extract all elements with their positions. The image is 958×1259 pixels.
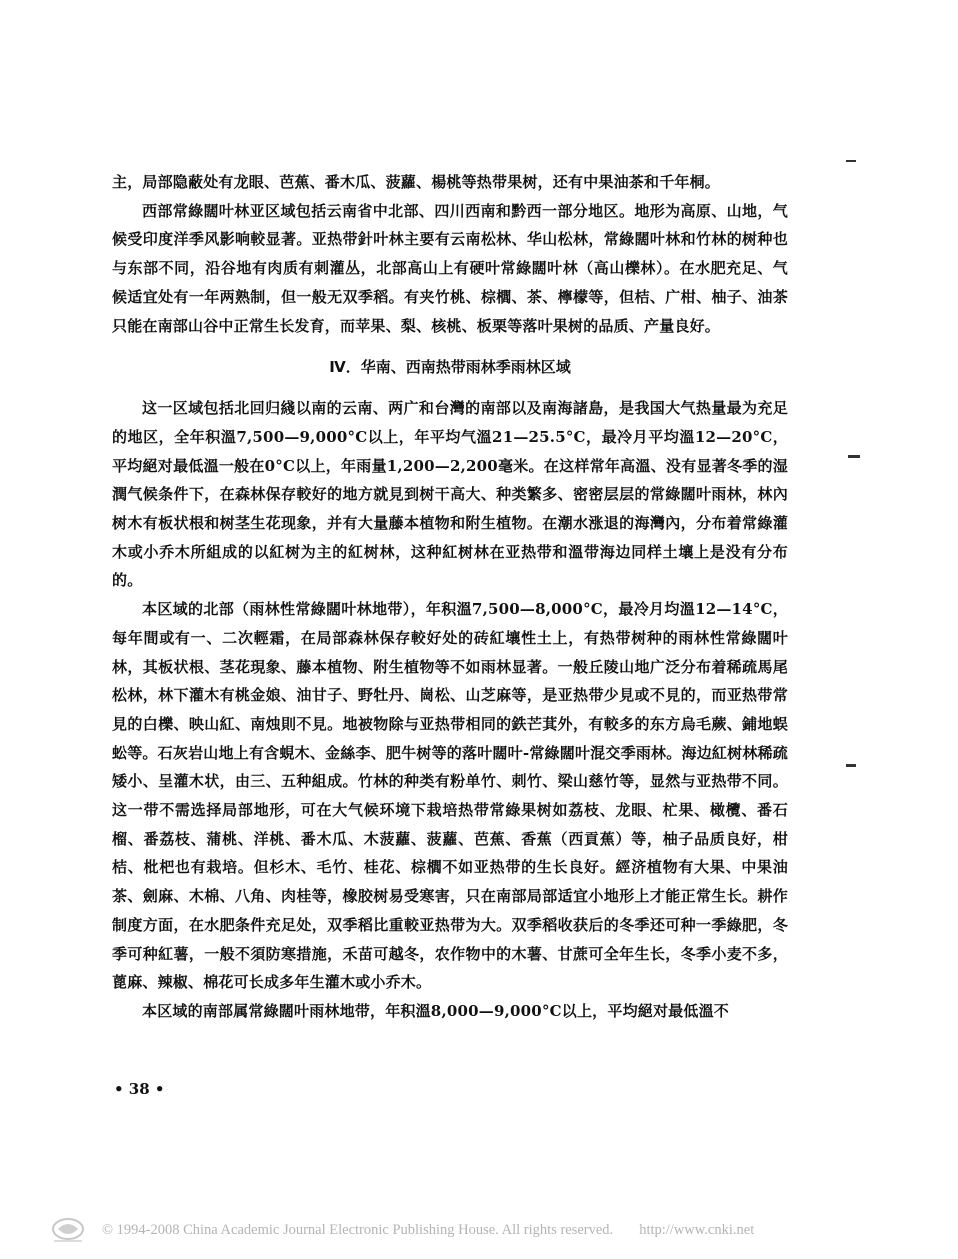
margin-mark (848, 455, 860, 458)
body-text (112, 168, 788, 1026)
paragraph-southern-part: 本区域的南部属常綠闊叶雨林地带，年积溫8,000—9,000°C以上，平均絕对最低溫不 (142, 1001, 729, 1020)
paragraph-continuation: 主，局部隐蔽处有龙眼、芭蕉、番木瓜、菠蘿、楊桃等热带果树，还有中果油茶和千年桐。 (112, 173, 721, 191)
footer-url-link[interactable]: http://www.cnki.net (639, 1221, 755, 1238)
margin-mark (846, 764, 856, 767)
cnki-logo-icon (48, 1215, 88, 1245)
footer (48, 1212, 808, 1248)
copyright-text: © 1994-2008 China Academic Journal Electronic Publishing House. All rights reserved. (102, 1221, 614, 1238)
paragraph-northern-part: 本区域的北部（雨林性常綠闊叶林地带），年积溫7,500—8,000°C，最冷月均溫12—14°C，每年間或有一、二次輕霜，在局部森林保存較好处的砖紅壤性土上，有热带树种的雨林性常綠闊叶林，其板状根、茎花現象、藤本植物、附生植物等不如雨林显著。一般丘陵山地广泛分布着稀疏馬尾松林，林下灌木有桃金娘、油甘子、野牡丹、崗松、山芝麻等，是亚热带少見或不見的，而亚热带常見的白櫟、映山紅、南烛則不見。地被物除与亚热带相同的鉄芒萁外，有較多的东方烏毛蕨、鋪地蜈蚣等。石灰岩山地上有含蜆木、金絲李、肥牛树等的落叶闊叶-常綠闊叶混交季雨林。海边紅树林稀疏矮小、呈灌木状，由三、五种組成。竹林的种类有粉单竹、刺竹、梁山慈竹等，显然与亚热带不同。这一带不需选择局部地形，可在大气候环境下栽培热带常綠果树如荔枝、龙眼、杧果、橄欖、番石榴、番荔枝、蒲桃、洋桃、番木瓜、木菠蘿、菠蘿、芭蕉、香蕉（西貢蕉）等，柚子品质良好，柑桔、枇杷也有栽培。但杉木、毛竹、桂花、棕櫚不如亚热带的生长良好。經济植物有大果、中果油茶、劍麻、木棉、八角、肉桂等，橡胶树易受寒害，只在南部局部适宜小地形上才能正常生长。耕作制度方面，在水肥条件充足处，双季稻比重較亚热带为大。双季稻收获后的冬季还可种一季綠肥，冬季可种紅薯，一般不須防寒措施，禾苗可越冬，农作物中的木薯、甘蔗可全年生长，冬季小麦不多，蓖麻、辣椒、棉花可长成多年生灌木或小乔木。 (112, 600, 788, 992)
paragraph-region-overview: 这一区域包括北回归綫以南的云南、两广和台灣的南部以及南海諸島，是我国大气热量最为充足的地区，全年积溫7,500—9,000°C以上，年平均气溫21—25.5°C，最冷月平均溫12—20°C，平均絕对最低溫一般在0°C以上，年雨量1,200—2,200毫米。在这样常年高溫、没有显著冬季的湿潤气候条件下，在森林保存較好的地方就見到树干高大、种类繁多、密密层层的常綠闊叶雨林，林內树木有板状根和树茎生花现象，并有大量藤本植物和附生植物。在潮水涨退的海灣內，分布着常綠灌木或小乔木所組成的以紅树为主的紅树林，这种紅树林在亚热带和溫带海边同样土壤上是没有分布的。 (112, 399, 788, 590)
margin-mark (846, 160, 856, 162)
page-number: • 38 • (114, 1080, 165, 1098)
paragraph-western-subregion: 西部常綠闊叶林亚区域包括云南省中北部、四川西南和黔西一部分地区。地形为高原、山地，气候受印度洋季风影响較显著。亚热带針叶林主要有云南松林、华山松林，常綠闊叶林和竹林的树种也与东部不同，沿谷地有肉质有刺灌丛，北部高山上有硬叶常綠闊叶林（高山櫟林）。在水肥充足、气候适宜处有一年两熟制，但一般无双季稻。有夹竹桃、棕櫚、茶、檸檬等，但桔、广柑、柚子、油茶只能在南部山谷中正常生长发育，而苹果、梨、核桃、板栗等落叶果树的品质、产量良好。 (112, 201, 788, 335)
section-heading: Ⅳ．华南、西南热带雨林季雨林区域 (329, 358, 571, 377)
